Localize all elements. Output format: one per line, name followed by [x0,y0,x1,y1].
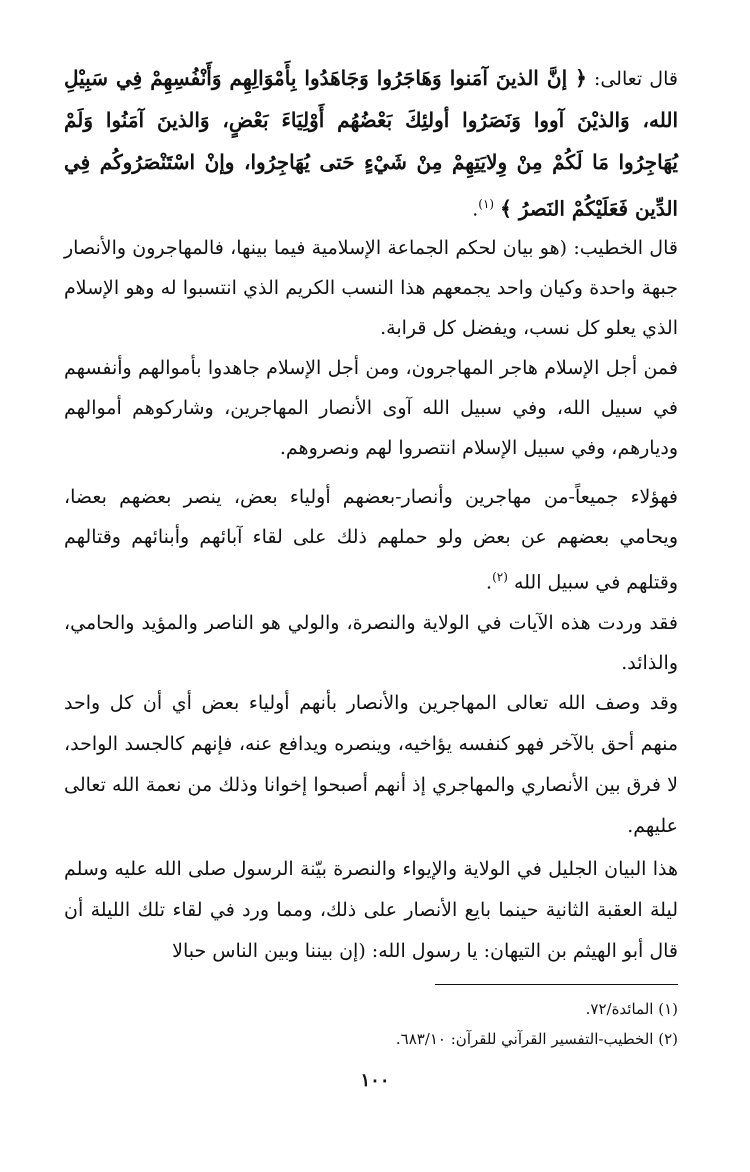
footnote-ref-2: (٢) [492,570,508,584]
paragraph-text: فمن أجل الإسلام هاجر المهاجرون، ومن أجل الإسلام جاهدوا بأموالهم وأنفسهم في سبيل الله، وفي سبيل الله آوى الأنصار المهاجرين، وشاركوهم أموالهم وديارهم، وفي سبيل الإسلام انتصروا لهم ونصروهم. [64,357,678,459]
footnote-ref-1: (١) [478,197,495,211]
paragraph-aqaba [64,849,678,972]
footnote-divider [435,984,678,985]
paragraph-text: قال الخطيب: (هو بيان لحكم الجماعة الإسلامية فيما بينها، فالمهاجرون والأنصار جبهة واحدة وكيان واحد يجمعهم هذا النسب الكريم الذي انتسبوا له وهو الإسلام الذي يعلو كل نسب، ويفضل كل قرابة. [64,237,678,339]
paragraph-text: فهؤلاء جميعاً-من مهاجرين وأنصار-بعضهم أولياء بعض، ينصر بعضهم بعضا، ويحامي بعضهم عن بعض ولو حملهم ذلك على لقاء آبائهم وأبنائهم وقتالهم وقتلهم في سبيل الله [64,486,678,594]
page-number: ١٠٠ [360,1070,390,1091]
quran-verse: ﴿ إنَّ الذينَ آمَنوا وَهَاجَرُوا وَجَاهَدُوا بِأَمْوَالِهِم وَأَنْفُسِهِمْ فِي سَبِيْلِ الله، وَالذيْنَ آووا وَنَصَرُوا أولئِكَ بَعْضُهُم أَوْلِيَاءَ بَعْضٍ، وَالذينَ آمَنُوا وَلَمْ يُهَاجِرُوا مَا لَكُمْ مِنْ وِلايَتِهِمْ مِنْ شَيْءٍ حَتى يُهَاجِرُوا، وإنْ اسْتَنْصَرُوكُم فِي الدِّين فَعَلَيْكُمْ النَصرُ ﴾ [64,66,678,221]
citation-intro: قال تعالى: [586,68,678,90]
verse-end: . [472,198,479,221]
sentence-end: . [486,571,493,594]
paragraph-alliance [64,477,678,602]
footnote-1: (١) المائدة/٧٢. [585,1000,678,1018]
paragraph-text: فقد وردت هذه الآيات في الولاية والنصرة، والولي هو الناصر والمؤيد والحامي، والذائد. [64,612,678,674]
paragraph-brotherhood [64,683,678,847]
footnotes [64,994,678,1054]
paragraph-hijra [64,348,678,468]
paragraph-quran-citation [64,58,678,230]
paragraph-wilaya [64,603,678,683]
paragraph-khatib-quote [64,228,678,348]
footnote-2: (٢) الخطيب-التفسير القرآني للقرآن: ٦٨٣/١٠. [395,1030,678,1048]
paragraph-text: وقد وصف الله تعالى المهاجرين والأنصار بأنهم أولياء بعض أي أن كل واحد منهم أحق بالآخر فهو كنفسه يؤاخيه، وينصره ويدافع عنه، فإنهم كالجسد الواحد، لا فرق بين الأنصاري والمهاجري إذ أنهم أصبحوا إخوانا وذلك من نعمة الله تعالى عليهم. [64,692,678,837]
paragraph-text: هذا البيان الجليل في الولاية والإيواء والنصرة بيّنة الرسول صلى الله عليه وسلم ليلة العقبة الثانية حينما بايع الأنصار على ذلك، ومما ورد في لقاء تلك الليلة أن قال أبو الهيثم بن التيهان: يا رسول الله: (إن بيننا وبين الناس حبالا [64,858,678,962]
